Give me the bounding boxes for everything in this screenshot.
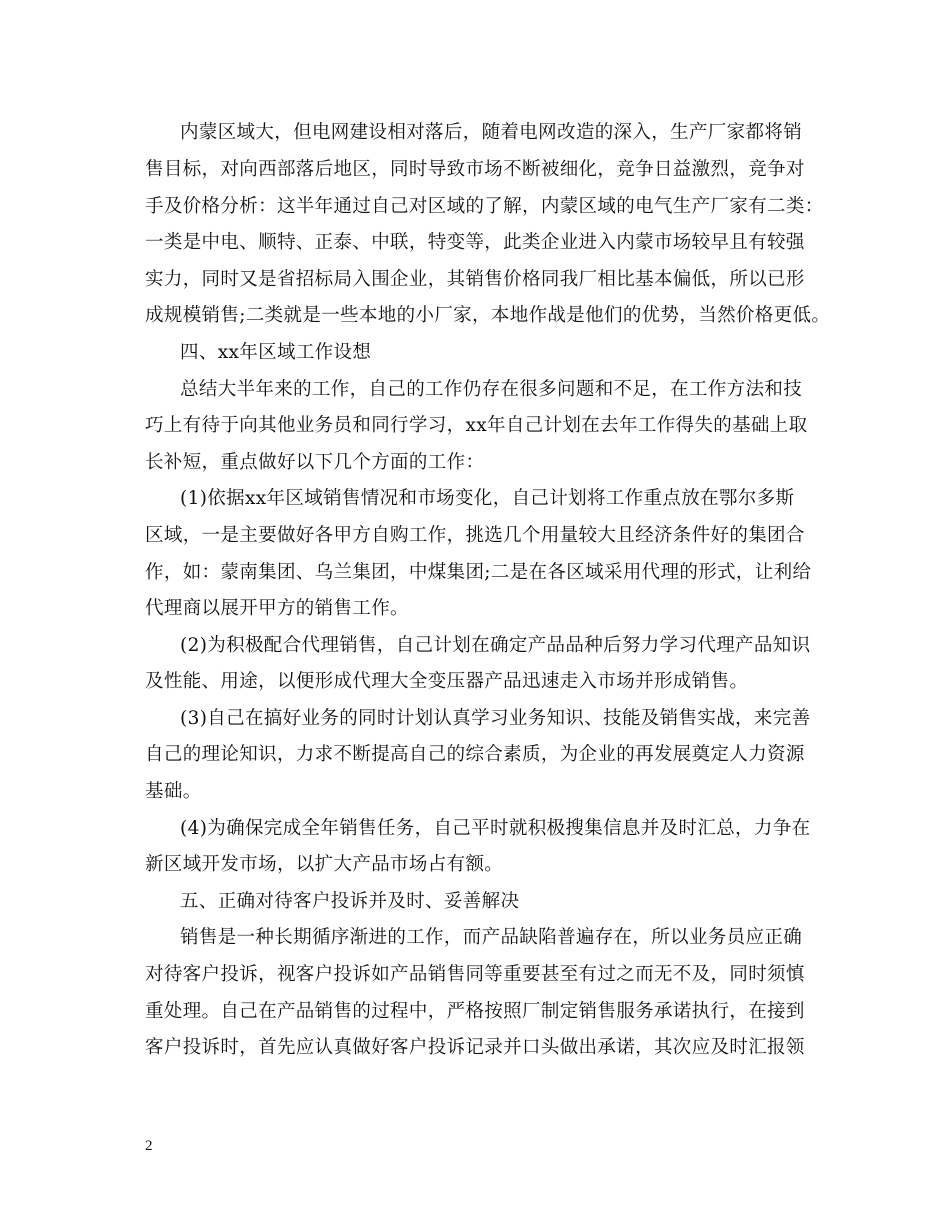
- text-line: 区域，一是主要做好各甲方自购工作，挑选几个用量较大且经济条件好的集团合: [145, 525, 805, 546]
- text-line: 巧上有待于向其他业务员和同行学习，xx年自己计划在去年工作得失的基础上取: [145, 415, 808, 436]
- text-line: 对待客户投诉，视客户投诉如产品销售同等重要甚至有过之而无不及，同时须慎: [145, 964, 805, 985]
- text-line: 及性能、用途，以便形成代理大全变压器产品迅速走入市场并形成销售。: [145, 671, 749, 692]
- text-line: 自己的理论知识，力求不断提高自己的综合素质，为企业的再发展奠定人力资源: [145, 744, 805, 765]
- section-heading: 五、正确对待客户投诉并及时、妥善解决: [180, 891, 520, 912]
- text-line: 销售是一种长期循序渐进的工作，而产品缺陷普遍存在，所以业务员应正确: [180, 927, 803, 948]
- text-line: 成规模销售;二类就是一些本地的小厂家，本地作战是他们的优势，当然价格更低。: [145, 305, 831, 326]
- text-line: 客户投诉时，首先应认真做好客户投诉记录并口头做出承诺，其次应及时汇报领: [145, 1037, 805, 1058]
- list-item: (3)自己在搞好业务的同时计划认真学习业务知识、技能及销售实战，来完善: [180, 708, 811, 729]
- text-line: 作，如：蒙南集团、乌兰集团，中煤集团;二是在各区域采用代理的形式，让利给: [145, 562, 812, 583]
- text-line: 内蒙区域大，但电网建设相对落后，随着电网改造的深入，生产厂家都将销: [180, 122, 803, 143]
- text-line: 长补短，重点做好以下几个方面的工作：: [145, 452, 485, 473]
- text-line: 基础。: [145, 781, 202, 802]
- list-item: (1)依据xx年区域销售情况和市场变化，自己计划将工作重点放在鄂尔多斯: [180, 488, 795, 509]
- text-line: 实力，同时又是省招标局入围企业，其销售价格同我厂相比基本偏低，所以已形: [145, 269, 805, 290]
- text-line: 新区域开发市场，以扩大产品市场占有额。: [145, 854, 504, 875]
- text-line: 售目标，对向西部落后地区，同时导致市场不断被细化，竞争日益激烈，竞争对: [145, 159, 805, 180]
- text-line: 总结大半年来的工作，自己的工作仍存在很多问题和不足，在工作方法和技: [180, 379, 803, 400]
- text-line: 代理商以展开甲方的销售工作。: [145, 598, 409, 619]
- text-line: 手及价格分析：这半年通过自己对区域的了解，内蒙区域的电气生产厂家有二类：: [145, 196, 824, 217]
- text-line: 一类是中电、顺特、正泰、中联，特变等，此类企业进入内蒙市场较早且有较强: [145, 232, 805, 253]
- text-line: 重处理。自己在产品销售的过程中，严格按照厂制定销售服务承诺执行，在接到: [145, 1001, 805, 1022]
- list-item: (2)为积极配合代理销售，自己计划在确定产品品种后努力学习代理产品知识: [180, 635, 811, 656]
- section-heading: 四、xx年区域工作设想: [180, 342, 372, 363]
- page-number: 2: [145, 1138, 153, 1154]
- list-item: (4)为确保完成全年销售任务，自己平时就积极搜集信息并及时汇总，力争在: [180, 818, 811, 839]
